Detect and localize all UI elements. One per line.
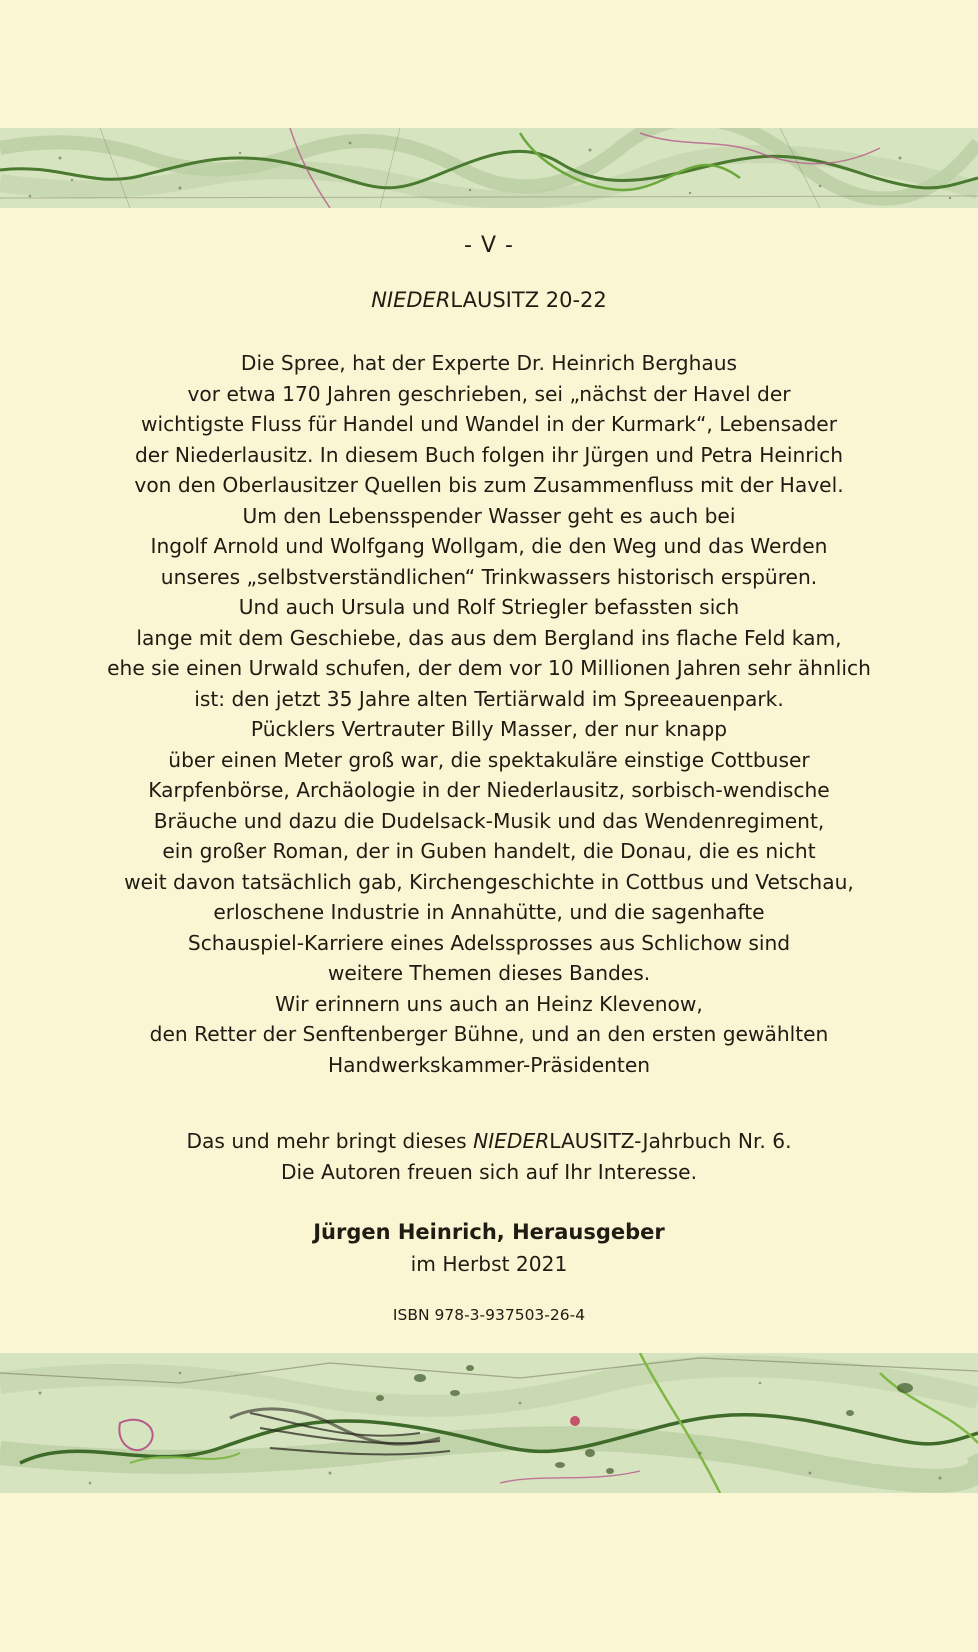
body-line: Handwerkskammer-Präsidenten xyxy=(327,1052,651,1077)
body-line: Um den Lebensspender Wasser geht es auch bei xyxy=(242,503,736,528)
closing-text-after: LAUSITZ-Jahrbuch Nr. 6. xyxy=(549,1129,792,1153)
page-title xyxy=(0,288,978,312)
body-line: lange mit dem Geschiebe, das aus dem Bergland ins flache Feld kam, xyxy=(136,625,842,650)
body-line: Karpfenbörse, Archäologie in der Niederlausitz, sorbisch-wendische xyxy=(148,778,830,802)
title-regular-part: LAUSITZ 20-22 xyxy=(450,288,607,312)
body-line: weitere Themen dieses Bandes. xyxy=(327,961,651,985)
body-line: Wir erinnern uns auch an Heinz Klevenow, xyxy=(275,991,703,1016)
title-italic-part: NIEDER xyxy=(371,288,451,312)
isbn: ISBN 978-3-937503-26-4 xyxy=(392,1306,586,1324)
closing-line-1 xyxy=(0,1126,978,1157)
body-line: den Retter der Senftenberger Bühne, und an den ersten gewählten xyxy=(149,1022,829,1046)
body-line: Pücklers Vertrauter Billy Masser, der nur knapp xyxy=(250,717,728,741)
body-line: ein großer Roman, der in Guben handelt, die Donau, die es nicht xyxy=(162,839,816,863)
body-line: Bräuche und dazu die Dudelsack-Musik und das Wendenregiment, xyxy=(153,808,825,833)
body-line: der Niederlausitz. In diesem Buch folgen ihr Jürgen und Petra Heinrich xyxy=(134,442,844,467)
body-line: vor etwa 170 Jahren geschrieben, sei „nächst der Havel der xyxy=(187,381,791,406)
body-line: Schauspiel-Karriere eines Adelssprosses aus Schlichow sind xyxy=(187,930,791,955)
map-banner-bottom xyxy=(0,1353,978,1493)
body-line: erloschene Industrie in Annahütte, und die sagenhafte xyxy=(213,900,765,924)
preface-page xyxy=(0,208,978,1348)
preface-body xyxy=(0,348,978,1080)
closing-italic: NIEDER xyxy=(473,1129,550,1153)
historic-map-image-bottom xyxy=(0,1353,978,1493)
signature: Jürgen Heinrich, Herausgeber xyxy=(313,1220,665,1244)
body-line: Und auch Ursula und Rolf Striegler befassten sich xyxy=(238,595,740,619)
body-line: weit davon tatsächlich gab, Kirchengeschichte in Cottbus und Vetschau, xyxy=(124,869,854,894)
body-line: wichtigste Fluss für Handel und Wandel in der Kurmark“, Lebensader xyxy=(140,412,838,436)
closing-paragraph xyxy=(0,1126,978,1187)
page-number: - V - xyxy=(464,233,514,258)
body-line: Ingolf Arnold und Wolfgang Wollgam, die den Weg und das Werden xyxy=(150,534,828,558)
body-line: ist: den jetzt 35 Jahre alten Tertiärwald im Spreeauenpark. xyxy=(194,686,784,711)
body-line: von den Oberlausitzer Quellen bis zum Zusammenfluss mit der Havel. xyxy=(134,473,844,497)
historic-map-image xyxy=(0,128,978,208)
closing-line-2: Die Autoren freuen sich auf Ihr Interesse. xyxy=(281,1159,697,1184)
body-line: über einen Meter groß war, die spektakuläre einstige Cottbuser xyxy=(168,747,810,772)
body-line: ehe sie einen Urwald schufen, der dem vor 10 Millionen Jahren sehr ähnlich xyxy=(107,656,871,680)
signature-date: im Herbst 2021 xyxy=(410,1252,568,1276)
closing-text-before: Das und mehr bringt dieses xyxy=(186,1129,474,1153)
map-banner-top xyxy=(0,128,978,208)
body-line: Die Spree, hat der Experte Dr. Heinrich Berghaus xyxy=(240,351,738,375)
body-line: unseres „selbstverständlichen“ Trinkwassers historisch erspüren. xyxy=(160,564,818,589)
